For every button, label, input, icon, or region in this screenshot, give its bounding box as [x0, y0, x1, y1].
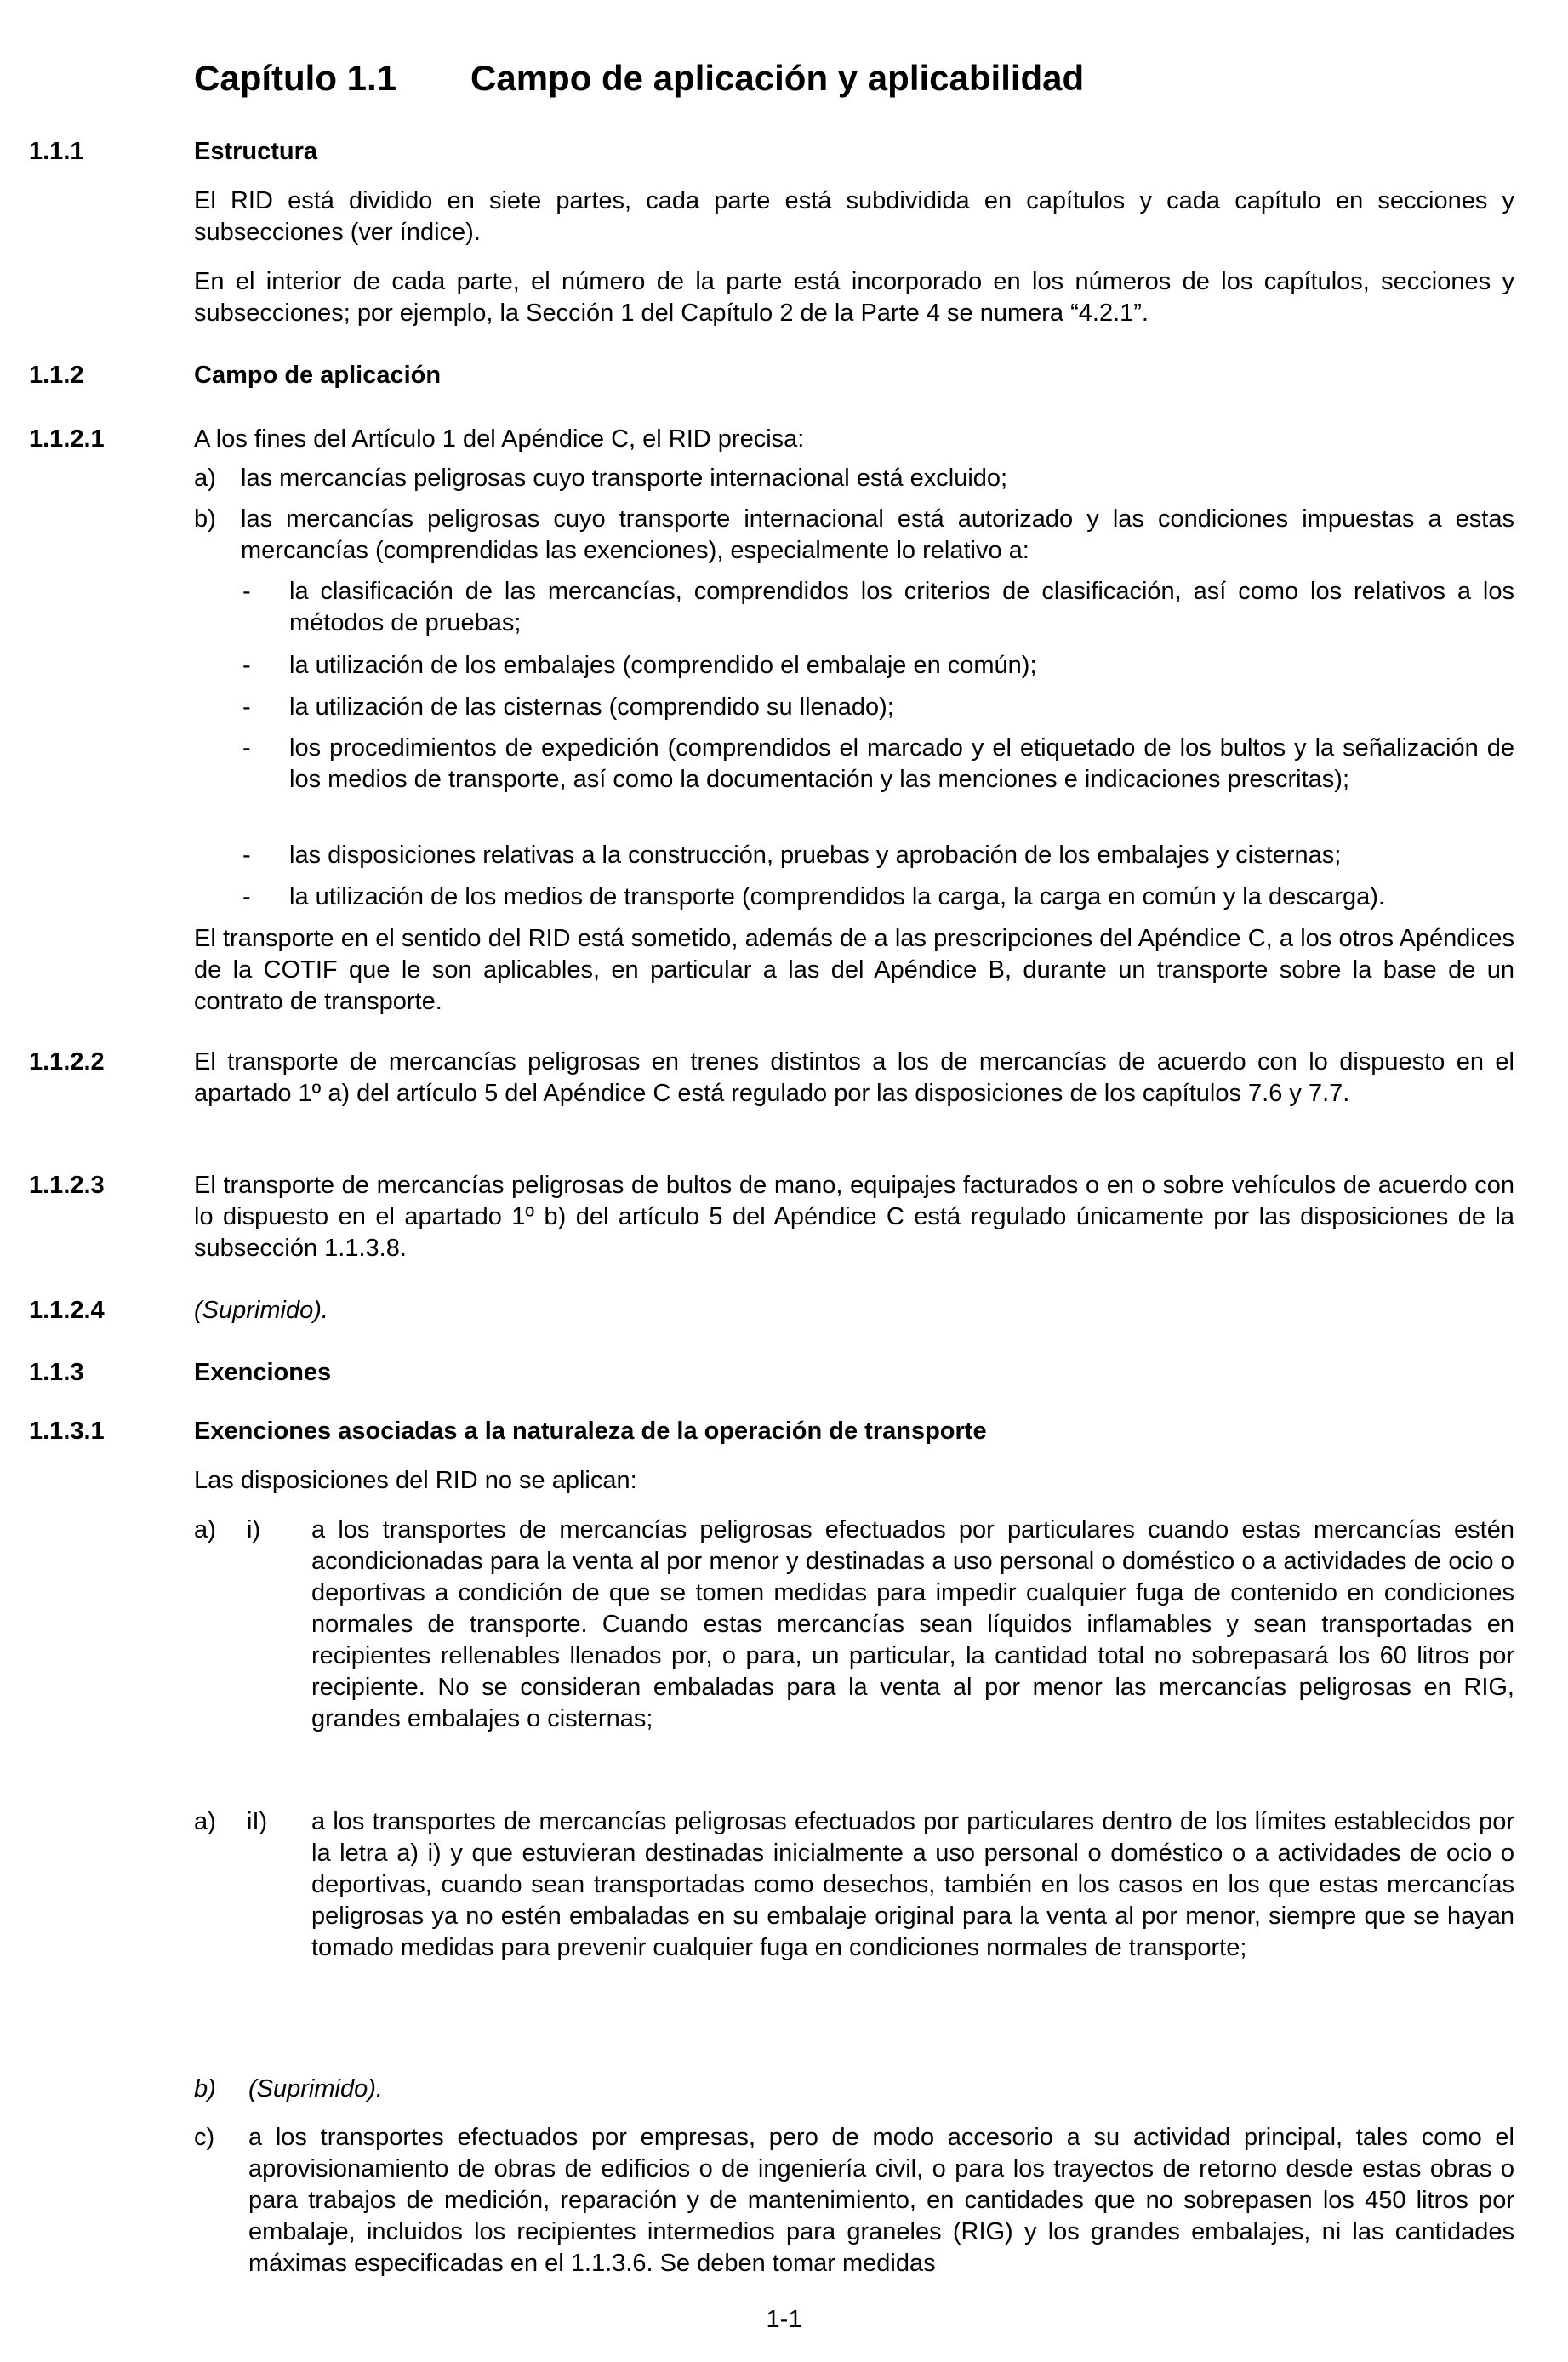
- section-number: 1.1.2.2: [29, 1048, 105, 1075]
- paragraph: A los fines del Artículo 1 del Apéndice C, el RID precisa:: [194, 425, 805, 453]
- bullet-dash: -: [242, 842, 251, 869]
- paragraph: (Suprimido).: [194, 1297, 328, 1324]
- bullet-item: las disposiciones relativas a la construcción, pruebas y aprobación de los embalajes y cisternas;: [289, 842, 1342, 869]
- section-number: 1.1.2: [29, 362, 84, 389]
- paragraph: Las disposiciones del RID no se aplican:: [194, 1467, 637, 1494]
- chapter-label: Capítulo 1.1: [194, 58, 397, 98]
- list-marker: a): [194, 1516, 216, 1543]
- list-marker: a): [194, 465, 216, 492]
- list-item-text: (Suprimido).: [248, 2075, 383, 2102]
- list-item-text: las mercancías peligrosas cuyo transporte internacional está excluido;: [241, 465, 1008, 492]
- paragraph: El transporte de mercancías peligrosas en trenes distintos a los de mercancías de acuerdo con lo dispuesto en el apartado 1º a) del artículo 5 del Apéndice C está regulado por las disposiciones de los capítulos 7.6 y 7.7.: [194, 1048, 1514, 1107]
- bullet-item: la utilización de las cisternas (comprendido su llenado);: [289, 693, 894, 721]
- list-marker: b): [194, 505, 216, 533]
- section-number: 1.1.1: [29, 138, 84, 165]
- list-marker: c): [194, 2124, 215, 2151]
- section-number: 1.1.3: [29, 1359, 84, 1386]
- section-title: Estructura: [194, 138, 318, 165]
- section-number: 1.1.2.3: [29, 1172, 105, 1199]
- bullet-item: la utilización de los medios de transporte (comprendidos la carga, la carga en común y la descarga).: [289, 883, 1385, 910]
- section-number: 1.1.2.1: [29, 425, 105, 453]
- paragraph: El RID está dividido en siete partes, cada parte está subdividida en capítulos y cada capítulo en secciones y subsecciones (ver índice).: [194, 187, 1514, 246]
- bullet-item: la clasificación de las mercancías, comprendidos los criterios de clasificación, así como los relativos a los métodos de pruebas;: [289, 578, 1514, 636]
- bullet-item: la utilización de los embalajes (comprendido el embalaje en común);: [289, 652, 1037, 679]
- section-number: 1.1.2.4: [29, 1297, 105, 1324]
- chapter-title: Campo de aplicación y aplicabilidad: [470, 58, 1085, 98]
- bullet-dash: -: [242, 693, 251, 721]
- list-item-text: a los transportes efectuados por empresas, pero de modo accesorio a su actividad principal, tales como el aprovisionamiento de obras de edificios o de ingeniería civil, o para los trayectos de retorno desde estas obras o para trabajos de medición, reparación y de mantenimiento, en cantidades que no sobrepasen los 450 litros por embalaje, incluidos los recipientes intermedios para graneles (RIG) y los grandes embalajes, ni las cantidades máximas especificadas en el 1.1.3.6. Se deben tomar medidas: [248, 2124, 1514, 2277]
- list-item-text: a los transportes de mercancías peligrosas efectuados por particulares dentro de los límites establecidos por la letra a) i) y que estuvieran destinadas inicialmente a uso personal o doméstico o a actividades de ocio o deportivas, cuando sean transportadas como desechos, también en los casos en los que estas mercancías peligrosas ya no estén embaladas en su embalaje original para la venta al por menor, siempre que se hayan tomado medidas para prevenir cualquier fuga en condiciones normales de transporte;: [311, 1808, 1514, 1961]
- bullet-dash: -: [242, 734, 251, 762]
- list-submarker: iI): [247, 1808, 268, 1835]
- section-title: Campo de aplicación: [194, 362, 442, 389]
- paragraph: El transporte en el sentido del RID está sometido, además de a las prescripciones del Apéndice C, a los otros Apéndices de la COTIF que le son aplicables, en particular a las del Apéndice B, durante un transporte sobre la base de un contrato de transporte.: [194, 925, 1514, 1015]
- paragraph: En el interior de cada parte, el número de la parte está incorporado en los números de los capítulos, secciones y subsecciones; por ejemplo, la Sección 1 del Capítulo 2 de la Parte 4 se numera “4.2.1”.: [194, 268, 1514, 327]
- bullet-dash: -: [242, 883, 251, 910]
- section-title: Exenciones asociadas a la naturaleza de la operación de transporte: [194, 1418, 987, 1445]
- section-title: Exenciones: [194, 1359, 332, 1386]
- section-number: 1.1.3.1: [29, 1418, 105, 1445]
- list-marker: a): [194, 1808, 216, 1835]
- list-submarker: i): [247, 1516, 261, 1543]
- list-marker: b): [194, 2075, 216, 2102]
- bullet-dash: -: [242, 652, 251, 679]
- bullet-item: los procedimientos de expedición (comprendidos el marcado y el etiquetado de los bultos y la señalización de los medios de transporte, así como la documentación y las menciones e indicaciones prescritas);: [289, 734, 1514, 793]
- list-item-text: las mercancías peligrosas cuyo transporte internacional está autorizado y las condiciones impuestas a estas mercancías (comprendidas las exenciones), especialmente lo relativo a:: [241, 505, 1514, 564]
- paragraph: El transporte de mercancías peligrosas de bultos de mano, equipajes facturados o en o sobre vehículos de acuerdo con lo dispuesto en el apartado 1º b) del artículo 5 del Apéndice C está regulado únicamente por las disposiciones de la subsección 1.1.3.8.: [194, 1172, 1514, 1262]
- list-item-text: a los transportes de mercancías peligrosas efectuados por particulares cuando estas mercancías estén acondicionadas para la venta al por menor y destinadas a uso personal o doméstico o a actividades de ocio o deportivas a condición de que se tomen medidas para impedir cualquier fuga de contenido en condiciones normales de transporte. Cuando estas mercancías sean líquidos inflamables y sean transportadas en recipientes rellenables llenados por, o para, un particular, la cantidad total no sobrepasará los 60 litros por recipiente. No se consideran embaladas para la venta al por menor las mercancías peligrosas en RIG, grandes embalajes o cisternas;: [311, 1516, 1514, 1732]
- bullet-dash: -: [242, 578, 251, 605]
- page-number: 1-1: [766, 2306, 802, 2333]
